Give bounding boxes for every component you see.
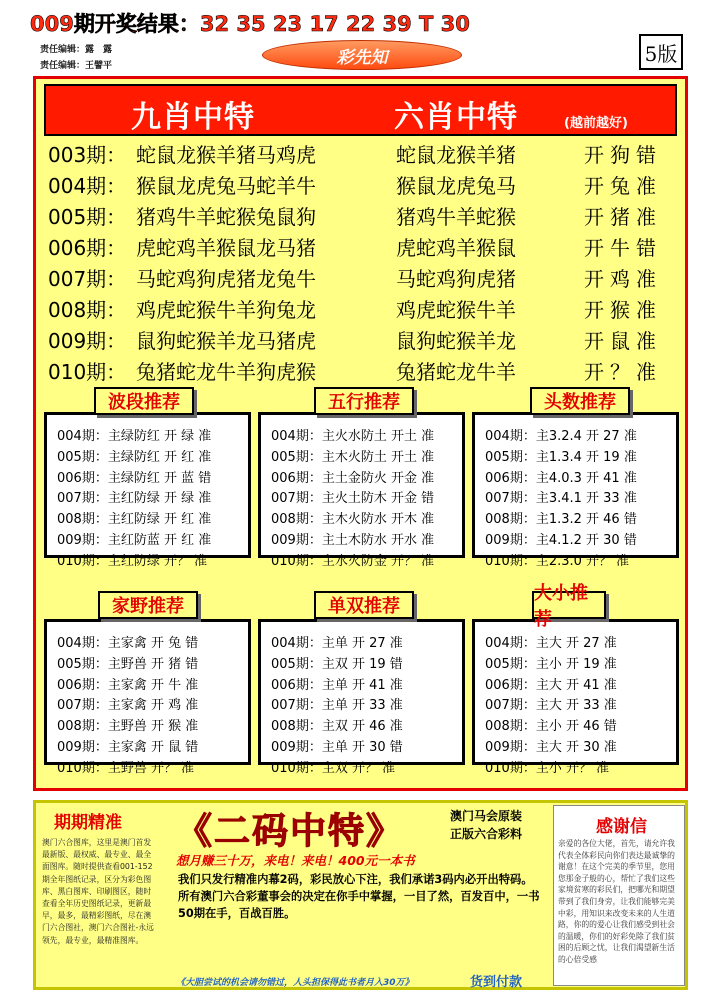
jiaye-label: 家野推荐 [98,591,198,619]
thank-you-letter [553,805,685,986]
danshuang-label: 单双推荐 [314,591,414,619]
list-item: 007期：主火土防木 开金 错 [271,491,435,507]
list-item: 004期：主大 开 27 准 [485,636,617,651]
editor-credit-2: 责任编辑：王譬平 [40,61,113,71]
toushu-box [472,412,679,569]
page-version: 5版 [639,34,683,70]
thank-you-title: 感谢信 [596,817,647,837]
list-item: 010期：主2.3.0 开？ 准 [485,553,630,569]
draw-result: 009期开奖结果：32 35 23 17 22 39 T 30 [30,12,470,36]
nine-zodiac-title: 九肖中特 [131,100,255,135]
list-item: 005期：主绿防红 开 红 准 [57,449,212,465]
daxiao-label: 大小推 [532,591,606,619]
list-item: 004期：主家禽 开 兔 错 [57,636,199,651]
list-item: 006期：主单 开 41 准 [271,677,403,693]
daxiao-box [472,619,679,776]
period-row: 007期： 马蛇鸡狗虎猪龙兔牛 马蛇鸡狗虎猪 开鸡准 [48,267,662,291]
list-item: 010期：主水火防金 开？ 准 [271,553,435,569]
main-panel [33,76,688,791]
masthead-banner: 彩先知 [262,40,462,70]
list-item: 006期：主4.0.3 开 41 准 [485,470,637,486]
period-list [48,139,678,387]
list-item: 006期：主土金防火 开金 准 [271,470,435,486]
list-item: 007期：主家禽 开 鸡 准 [57,698,199,714]
list-item: 009期：主单 开 30 错 [271,739,403,755]
list-item: 006期：主大 开 41 准 [485,677,617,693]
period-row: 006期： 虎蛇鸡羊猴鼠龙马猪 虎蛇鸡羊猴鼠 开牛错 [48,236,662,260]
period-row: 004期： 猴鼠龙虎兔马蛇羊牛 猴鼠龙虎兔马 开兔准 [48,174,662,198]
list-item: 009期：主大 开 30 准 [485,739,617,755]
list-item: 007期：主单 开 33 准 [271,698,403,714]
list-item: 004期：主火水防土 开土 准 [271,429,435,444]
thank-you-text: 亲爱的各位大佬，首先，请允许我代表全体彩民向你们表达最诚挚的谢意！在这个完美的季节里，您用您那金子般的心，帮忙了我们这些家境贫寒的彩民们，把哪光和期望带到了我们身旁，让我们能够完美中彩，用知识来改变未来的人生道路，你的的爱心让我们感受到社会的温暖，你们的好彩免除了我们贫困的后顾之忧，让我们渴望新生活的心倍受感 [558,839,675,964]
list-item: 007期：主大 开 33 准 [485,698,617,714]
center-ad-body: 我们只发行精准内幕2码，彩民放心下注，我们承诺3码内必开出特码。所有澳门六合彩董事会的决定在你手中掌握，一目了然，百发百中，一书50期在手，百战百胜。 [178,873,540,920]
period-row: 009期： 鼠狗蛇猴羊龙马猪虎 鼠狗蛇猴羊龙 开鼠准 [48,329,662,353]
center-ad-slogan: 想月赚三十万，来电！来电！400元一本书 [176,853,415,868]
list-item: 009期：主4.1.2 开 30 错 [485,532,637,548]
list-item: 009期：主家禽 开 鼠 错 [57,739,199,755]
six-zodiac-title: 六肖中特 [394,100,518,135]
cash-on-delivery: 货到付款 [470,975,523,990]
title-note: (越前越好) [564,116,628,131]
list-item: 010期：主小 开？ 准 [485,760,610,776]
left-ad-text: 澳门六合图库，这里是澳门首发最新版、最权威、最专业、最全面图库。随时提供查看001-152期全年图纸记录，区分为彩色图库、黑白图库、印刷图区，随时查看全年历史图纸记录，更新最早，最多，最精彩图纸，尽在澳门六合图社，澳门六合图社-永远领先，最专业，最精准图库。 [42,838,154,945]
jiaye-box [44,619,251,776]
list-item: 008期：主1.3.2 开 46 错 [485,512,637,528]
list-item: 008期：主野兽 开 猴 准 [57,719,199,735]
list-item: 004期：主绿防红 开 绿 准 [57,429,212,444]
center-ad-sub1: 澳门马会原装 [450,809,523,823]
list-item: 005期：主小 开 19 准 [485,656,617,672]
list-item: 007期：主3.4.1 开 33 准 [485,491,637,507]
list-item: 010期：主双 开？ 准 [271,760,396,776]
period-row: 008期： 鸡虎蛇猴牛羊狗兔龙 鸡虎蛇猴牛羊 开猴准 [48,298,662,322]
list-item: 009期：主土木防水 开水 准 [271,532,435,548]
list-item: 006期：主绿防红 开 蓝 错 [57,470,212,486]
list-item: 008期：主小 开 46 错 [485,719,617,735]
period-row: 010期： 兔猪蛇龙牛羊狗虎猴 兔猪蛇龙牛羊 开？准 [48,360,662,384]
wuxing-label: 五行推荐 [314,387,414,415]
list-item: 005期：主野兽 开 猪 错 [57,656,199,672]
bodan-label: 波段推荐 [94,387,194,415]
period-row: 005期： 猪鸡牛羊蛇猴兔鼠狗 猪鸡牛羊蛇猴 开猪准 [48,205,662,229]
center-ad-footnote: 《大胆尝试的机会请勿错过，人头担保得此书者月入30万》 [176,978,414,988]
center-ad-title: 《二码中特》 [176,811,405,852]
period-row: 003期： 蛇鼠龙猴羊猪马鸡虎 蛇鼠龙猴羊猪 开狗错 [48,143,662,167]
list-item: 005期：主木火防土 开土 准 [271,449,435,465]
left-ad-title: 期期精准 [54,813,122,833]
danshuang-box [258,619,465,776]
center-ad [170,803,550,990]
wuxing-box [258,412,465,569]
list-item: 005期：主双 开 19 错 [271,656,403,672]
list-item: 004期：主3.2.4 开 27 准 [485,429,637,444]
list-item: 007期：主红防绿 开 绿 准 [57,491,212,507]
editor-credit-1: 责任编辑：露 露 [40,45,113,55]
bottom-ad-panel [33,800,688,990]
list-item: 010期：主野兽 开？ 准 [57,760,195,776]
list-item: 008期：主红防绿 开 红 准 [57,512,212,528]
center-ad-sub2: 正版六合彩料 [450,827,523,841]
list-item: 008期：主双 开 46 准 [271,719,403,735]
list-item: 009期：主红防蓝 开 红 准 [57,532,212,548]
list-item: 005期：主1.3.4 开 19 准 [485,449,637,465]
title-bar [44,84,677,136]
list-item: 006期：主家禽 开 牛 准 [57,677,199,693]
toushu-label: 头数推荐 [530,387,630,415]
list-item: 010期：主红防绿 开？ 准 [57,553,208,569]
list-item: 008期：主木火防水 开木 准 [271,512,435,528]
bodan-box [44,412,251,569]
list-item: 004期：主单 开 27 准 [271,636,403,651]
